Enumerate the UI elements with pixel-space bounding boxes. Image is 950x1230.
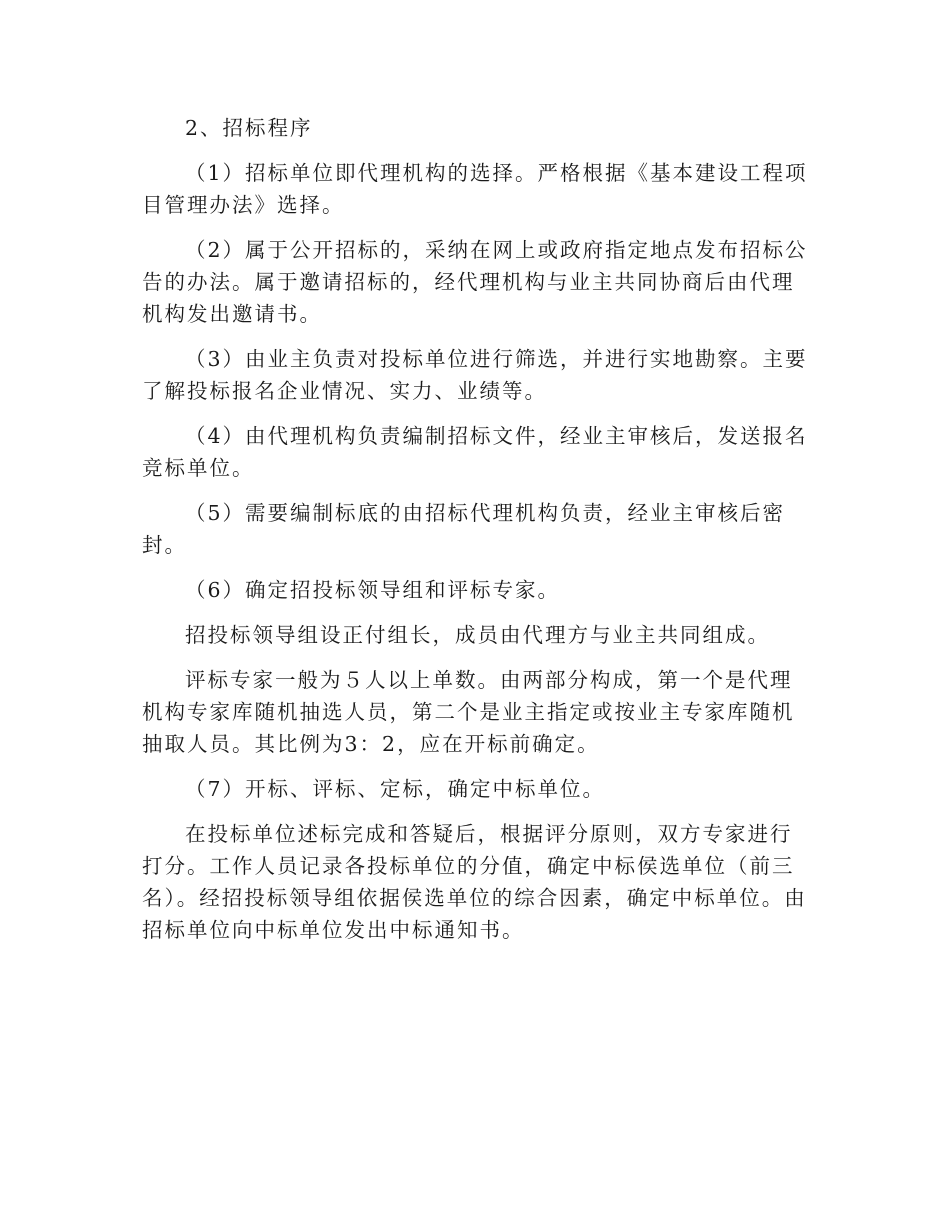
paragraph-3: （3）由业主负责对投标单位进行筛选，并进行实地勘察。主要了解投标报名企业情况、实力、业绩等。 [142,347,808,403]
paragraph-1: （1）招标单位即代理机构的选择。严格根据《基本建设工程项目管理办法》选择。 [142,161,808,217]
section-heading: 2、招标程序 [185,116,313,140]
paragraph-10: 在投标单位述标完成和答疑后，根据评分原则，双方专家进行打分。工作人员记录各投标单位的分值，确定中标侯选单位（前三名）。经招投标领导组依据侯选单位的综合因素，确定中标单位。由招标单位向中标单位发出中标通知书。 [142,822,807,942]
paragraph-6: （6）确定招投标领导组和评标专家。 [185,578,561,602]
document-page [142,112,808,946]
paragraph-5: （5）需要编制标底的由招标代理机构负责，经业主审核后密封。 [142,501,786,557]
paragraph-2: （2）属于公开招标的，采纳在网上或政府指定地点发布招标公告的办法。属于邀请招标的，经代理机构与业主共同协商后由代理机构发出邀请书。 [142,238,808,326]
paragraph-4: （4）由代理机构负责编制招标文件，经业主审核后，发送报名竞标单位。 [142,424,808,480]
paragraph-8: 评标专家一般为５人以上单数。由两部分构成，第一个是代理机构专家库随机抽选人员，第二个是业主指定或按业主专家库随机抽取人员。其比例为3：2，应在开标前确定。 [142,668,795,756]
paragraph-7: 招投标领导组设正付组长，成员由代理方与业主共同组成。 [185,623,770,647]
paragraph-9: （7）开标、评标、定标，确定中标单位。 [185,777,606,801]
